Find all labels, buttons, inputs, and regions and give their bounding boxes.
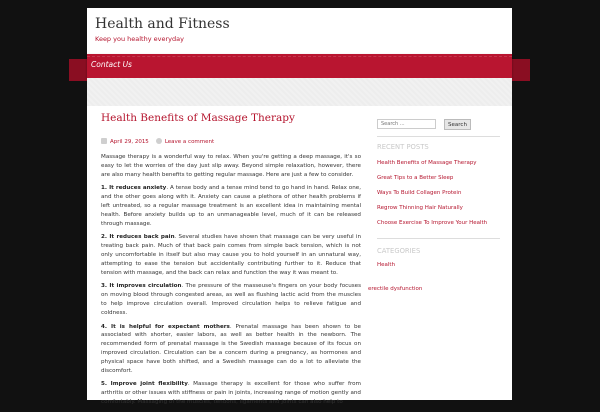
nav-contact-us[interactable]: Contact Us (91, 60, 132, 69)
post-section: 5. Improve joint flexibility. Massage therapy is excellent for those who suffer from arthritis or other issues with stiffness or pain in joints, increasing range of motion gently and comfortably. Massaging of the muscles, tendons, ligaments and joints can also help to (101, 381, 361, 405)
category-link[interactable]: Health (377, 262, 396, 268)
site-title[interactable]: Health and Fitness (95, 16, 230, 32)
header-texture-band (87, 78, 512, 106)
recent-posts-list (377, 156, 500, 231)
nav-ribbon (87, 54, 512, 78)
post-meta (101, 138, 361, 147)
section-text: Several studies have shown that massage can be very useful in treating back pain. Much of that back pain comes from simple back tension, which is not only uncomfortable in itself but also may cause you to hold yourself in an unnatural way, attempting to ease the tension but accidentally contributing further to it. Reduce that tension with massage, and the back can relax and function the way it was meant to. (101, 234, 361, 276)
post-body (101, 153, 361, 407)
section-heading: 1. It reduces anxiety (101, 185, 167, 192)
comment-icon (156, 138, 162, 144)
recent-post-link[interactable]: Regrow Thinning Hair Naturally (377, 205, 463, 211)
recent-post-link[interactable]: Ways To Build Collagen Protein (377, 190, 462, 196)
post-date[interactable]: April 29, 2015 (110, 139, 149, 145)
section-text: A tense body and a tense mind tend to go hand in hand. Relax one, and the other goes along with it. Anxiety can cause a plethora of other health problems if left untreated, so a regular massage treatment is an excellent idea in maintaining mental health. Before anxiety builds up to an unmanageable level, much of it can be released through massage. (101, 185, 361, 227)
ribbon-band (87, 54, 512, 78)
widget-divider (377, 238, 500, 239)
page-container (87, 8, 512, 405)
leave-comment-link[interactable]: Leave a comment (164, 139, 215, 145)
post-section: 1. It reduces anxiety. A tense body and a tense mind tend to go hand in hand. Relax one, and the other goes along with it. Anxiety can cause a plethora of other health problems if left untreated, so a regular massage treatment is an excellent idea in maintaining mental health. Before anxiety builds up to an unmanageable level, much of it can be released through massage. (101, 185, 361, 227)
section-heading: 3. It improves circulation (101, 283, 182, 290)
widget-divider (377, 136, 500, 137)
recent-posts-title: RECENT POSTS (377, 143, 429, 151)
recent-post-link[interactable]: Choose Exercise To Improve Your Health (377, 220, 488, 226)
section-heading: 5. Improve joint flexibility (101, 381, 188, 388)
section-heading: 2. It reduces back pain (101, 234, 175, 241)
external-link[interactable]: erectile dysfunction (368, 286, 423, 292)
search-button[interactable]: Search (444, 119, 471, 130)
post-section: 2. It reduces back pain. Several studies have shown that massage can be very useful in treating back pain. Much of that back pain comes from simple back tension, which is not only uncomfortable in itself but also may cause you to hold yourself in an unnatural way, attempting to ease the tension but accidentally contributing further to it. Reduce that tension with massage, and the back can relax and function the way it was meant to. (101, 234, 361, 276)
section-text: The pressure of the masseuse's fingers on your body focuses on moving blood through congested areas, as well as flushing lactic acid from the muscles to help improve circulation overall. Improved circulation helps to relieve fatigue and coldness. (101, 283, 362, 316)
post-section: 4. It is helpful for expectant mothers. Prenatal massage has been shown to be associated with shorter, easier labors, as well as better health in the newborn. The recommended form of prenatal massage is the Swedish massage because of its focus on improved circulation. Circulation can be a concern during a pregnancy, as hormones and physical space have both shifted, and a Swedish massage can do a lot to alleviate the discomfort. (101, 323, 362, 374)
post-title[interactable]: Health Benefits of Massage Therapy (101, 112, 295, 124)
section-text: Prenatal massage has been shown to be associated with shorter, easier labors, as well as better health in the newborn. The recommended form of prenatal massage is the Swedish massage because of its focus on improved circulation. Circulation can be a concern during a pregnancy, as hormones and physical space have both shifted, and a Swedish massage can do a lot to alleviate the discomfort. (101, 323, 362, 374)
recent-post-link[interactable]: Health Benefits of Massage Therapy (377, 160, 477, 166)
categories-title: CATEGORIES (377, 247, 421, 255)
search-input[interactable] (377, 119, 436, 129)
section-text: Massage therapy is excellent for those who suffer from arthritis or other issues with stiffness or pain in joints, increasing range of motion gently and comfortably. Massaging of the muscles, tendons, ligaments and joints can also help to (101, 381, 361, 405)
calendar-icon (101, 138, 107, 144)
recent-post-link[interactable]: Great Tips to a Better Sleep (377, 175, 454, 181)
section-heading: 4. It is helpful for expectant mothers (101, 323, 230, 330)
site-tagline: Keep you healthy everyday (95, 35, 184, 43)
main-content (101, 112, 361, 412)
post-section: 3. It improves circulation. The pressure of the masseuse's fingers on your body focuses on moving blood through congested areas, as well as flushing lactic acid from the muscles to help improve circulation overall. Improved circulation helps to relieve fatigue and coldness. (101, 283, 362, 316)
post-intro: Massage therapy is a wonderful way to relax. When you're getting a deep massage, it's so easy to let the worries of the day just slip away. Beyond simple relaxation, however, there are also many health benefits to getting regular massage. Here are just a few to consider. (101, 154, 361, 178)
